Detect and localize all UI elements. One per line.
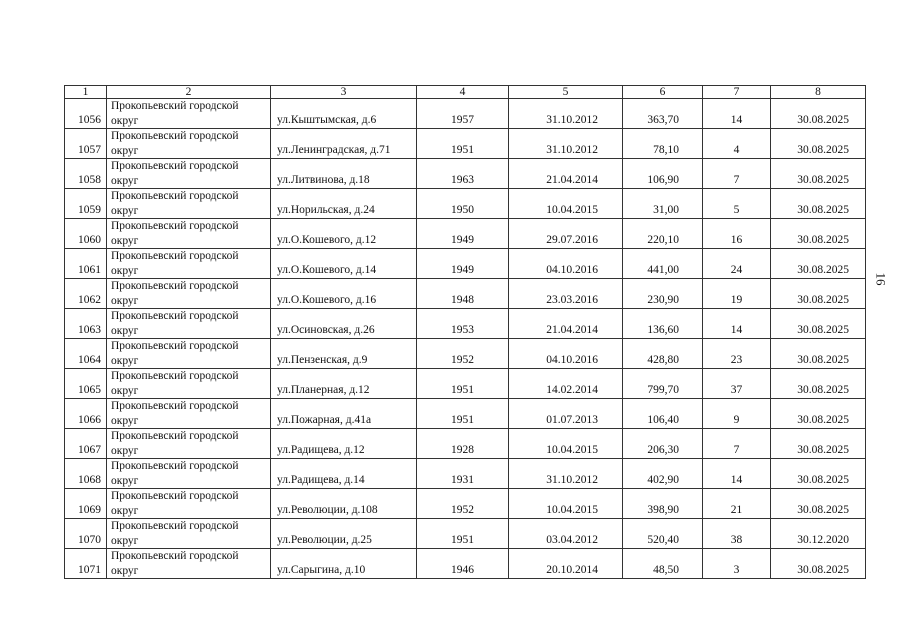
district-cell: Прокопьевский городской округ	[107, 279, 271, 309]
area-cell: 398,90	[623, 489, 703, 519]
row-number: 1062	[65, 279, 107, 309]
count-cell: 14	[703, 459, 771, 489]
address-cell: ул.Пензенская, д.9	[271, 339, 417, 369]
table-row	[65, 489, 866, 519]
row-number: 1067	[65, 429, 107, 459]
district-cell: Прокопьевский городской округ	[107, 99, 271, 129]
header-row	[65, 86, 866, 99]
area-cell: 78,10	[623, 129, 703, 159]
deadline-cell: 30.08.2025	[771, 249, 866, 279]
count-cell: 24	[703, 249, 771, 279]
header-col-7: 7	[703, 86, 771, 99]
header-col-5: 5	[509, 86, 623, 99]
row-number: 1066	[65, 399, 107, 429]
table-header	[65, 86, 866, 99]
row-number: 1063	[65, 309, 107, 339]
date-cell: 31.10.2012	[509, 459, 623, 489]
area-cell: 48,50	[623, 549, 703, 579]
date-cell: 04.10.2016	[509, 339, 623, 369]
deadline-cell: 30.08.2025	[771, 339, 866, 369]
area-cell: 520,40	[623, 519, 703, 549]
header-col-4: 4	[417, 86, 509, 99]
address-cell: ул.Кыштымская, д.6	[271, 99, 417, 129]
count-cell: 16	[703, 219, 771, 249]
district-cell: Прокопьевский городской округ	[107, 549, 271, 579]
table-row	[65, 309, 866, 339]
row-number: 1059	[65, 189, 107, 219]
date-cell: 10.04.2015	[509, 189, 623, 219]
year-cell: 1928	[417, 429, 509, 459]
deadline-cell: 30.08.2025	[771, 549, 866, 579]
district-cell: Прокопьевский городской округ	[107, 159, 271, 189]
deadline-cell: 30.08.2025	[771, 309, 866, 339]
row-number: 1060	[65, 219, 107, 249]
year-cell: 1949	[417, 219, 509, 249]
area-cell: 220,10	[623, 219, 703, 249]
area-cell: 106,40	[623, 399, 703, 429]
address-cell: ул.О.Кошевого, д.16	[271, 279, 417, 309]
table-row	[65, 459, 866, 489]
deadline-cell: 30.08.2025	[771, 459, 866, 489]
date-cell: 10.04.2015	[509, 429, 623, 459]
deadline-cell: 30.08.2025	[771, 279, 866, 309]
table-row	[65, 189, 866, 219]
district-cell: Прокопьевский городской округ	[107, 339, 271, 369]
date-cell: 29.07.2016	[509, 219, 623, 249]
header-col-2: 2	[107, 86, 271, 99]
deadline-cell: 30.08.2025	[771, 399, 866, 429]
date-cell: 21.04.2014	[509, 159, 623, 189]
row-number: 1070	[65, 519, 107, 549]
deadline-cell: 30.08.2025	[771, 99, 866, 129]
count-cell: 7	[703, 159, 771, 189]
table-row	[65, 429, 866, 459]
row-number: 1071	[65, 549, 107, 579]
date-cell: 21.04.2014	[509, 309, 623, 339]
deadline-cell: 30.12.2020	[771, 519, 866, 549]
table-row	[65, 519, 866, 549]
date-cell: 31.10.2012	[509, 129, 623, 159]
count-cell: 37	[703, 369, 771, 399]
deadline-cell: 30.08.2025	[771, 369, 866, 399]
year-cell: 1951	[417, 369, 509, 399]
table-row	[65, 369, 866, 399]
deadline-cell: 30.08.2025	[771, 429, 866, 459]
year-cell: 1931	[417, 459, 509, 489]
row-number: 1064	[65, 339, 107, 369]
date-cell: 04.10.2016	[509, 249, 623, 279]
table-row	[65, 399, 866, 429]
area-cell: 441,00	[623, 249, 703, 279]
district-cell: Прокопьевский городской округ	[107, 519, 271, 549]
district-cell: Прокопьевский городской округ	[107, 429, 271, 459]
address-cell: ул.Литвинова, д.18	[271, 159, 417, 189]
address-cell: ул.О.Кошевого, д.14	[271, 249, 417, 279]
deadline-cell: 30.08.2025	[771, 159, 866, 189]
district-cell: Прокопьевский городской округ	[107, 369, 271, 399]
district-cell: Прокопьевский городской округ	[107, 249, 271, 279]
row-number: 1065	[65, 369, 107, 399]
table-row	[65, 549, 866, 579]
date-cell: 23.03.2016	[509, 279, 623, 309]
address-cell: ул.Сарыгина, д.10	[271, 549, 417, 579]
address-cell: ул.Планерная, д.12	[271, 369, 417, 399]
district-cell: Прокопьевский городской округ	[107, 219, 271, 249]
area-cell: 402,90	[623, 459, 703, 489]
table-row	[65, 339, 866, 369]
row-number: 1058	[65, 159, 107, 189]
area-cell: 428,80	[623, 339, 703, 369]
district-cell: Прокопьевский городской округ	[107, 399, 271, 429]
count-cell: 14	[703, 309, 771, 339]
row-number: 1061	[65, 249, 107, 279]
deadline-cell: 30.08.2025	[771, 219, 866, 249]
year-cell: 1951	[417, 129, 509, 159]
housing-table	[64, 85, 866, 579]
header-col-6: 6	[623, 86, 703, 99]
date-cell: 10.04.2015	[509, 489, 623, 519]
area-cell: 31,00	[623, 189, 703, 219]
district-cell: Прокопьевский городской округ	[107, 309, 271, 339]
deadline-cell: 30.08.2025	[771, 489, 866, 519]
year-cell: 1951	[417, 519, 509, 549]
header-col-1: 1	[65, 86, 107, 99]
table-row	[65, 99, 866, 129]
count-cell: 7	[703, 429, 771, 459]
address-cell: ул.Ленинградская, д.71	[271, 129, 417, 159]
date-cell: 01.07.2013	[509, 399, 623, 429]
count-cell: 21	[703, 489, 771, 519]
count-cell: 5	[703, 189, 771, 219]
area-cell: 106,90	[623, 159, 703, 189]
date-cell: 03.04.2012	[509, 519, 623, 549]
count-cell: 3	[703, 549, 771, 579]
date-cell: 14.02.2014	[509, 369, 623, 399]
page-number: 16	[873, 272, 889, 286]
area-cell: 363,70	[623, 99, 703, 129]
table-row	[65, 129, 866, 159]
count-cell: 19	[703, 279, 771, 309]
year-cell: 1952	[417, 489, 509, 519]
address-cell: ул.Пожарная, д.41а	[271, 399, 417, 429]
count-cell: 9	[703, 399, 771, 429]
year-cell: 1957	[417, 99, 509, 129]
year-cell: 1951	[417, 399, 509, 429]
row-number: 1057	[65, 129, 107, 159]
year-cell: 1963	[417, 159, 509, 189]
row-number: 1069	[65, 489, 107, 519]
district-cell: Прокопьевский городской округ	[107, 459, 271, 489]
address-cell: ул.Норильская, д.24	[271, 189, 417, 219]
date-cell: 20.10.2014	[509, 549, 623, 579]
date-cell: 31.10.2012	[509, 99, 623, 129]
table-row	[65, 159, 866, 189]
count-cell: 23	[703, 339, 771, 369]
table-body	[65, 99, 866, 579]
row-number: 1068	[65, 459, 107, 489]
year-cell: 1946	[417, 549, 509, 579]
count-cell: 14	[703, 99, 771, 129]
year-cell: 1952	[417, 339, 509, 369]
year-cell: 1950	[417, 189, 509, 219]
count-cell: 38	[703, 519, 771, 549]
row-number: 1056	[65, 99, 107, 129]
address-cell: ул.Революции, д.25	[271, 519, 417, 549]
district-cell: Прокопьевский городской округ	[107, 129, 271, 159]
address-cell: ул.Радищева, д.12	[271, 429, 417, 459]
district-cell: Прокопьевский городской округ	[107, 489, 271, 519]
table-row	[65, 219, 866, 249]
address-cell: ул.Радищева, д.14	[271, 459, 417, 489]
header-col-3: 3	[271, 86, 417, 99]
count-cell: 4	[703, 129, 771, 159]
address-cell: ул.Осиновская, д.26	[271, 309, 417, 339]
address-cell: ул.Революции, д.108	[271, 489, 417, 519]
district-cell: Прокопьевский городской округ	[107, 189, 271, 219]
year-cell: 1948	[417, 279, 509, 309]
table-row	[65, 279, 866, 309]
area-cell: 136,60	[623, 309, 703, 339]
table-row	[65, 249, 866, 279]
year-cell: 1953	[417, 309, 509, 339]
address-cell: ул.О.Кошевого, д.12	[271, 219, 417, 249]
year-cell: 1949	[417, 249, 509, 279]
header-col-8: 8	[771, 86, 866, 99]
deadline-cell: 30.08.2025	[771, 129, 866, 159]
area-cell: 799,70	[623, 369, 703, 399]
area-cell: 206,30	[623, 429, 703, 459]
area-cell: 230,90	[623, 279, 703, 309]
deadline-cell: 30.08.2025	[771, 189, 866, 219]
